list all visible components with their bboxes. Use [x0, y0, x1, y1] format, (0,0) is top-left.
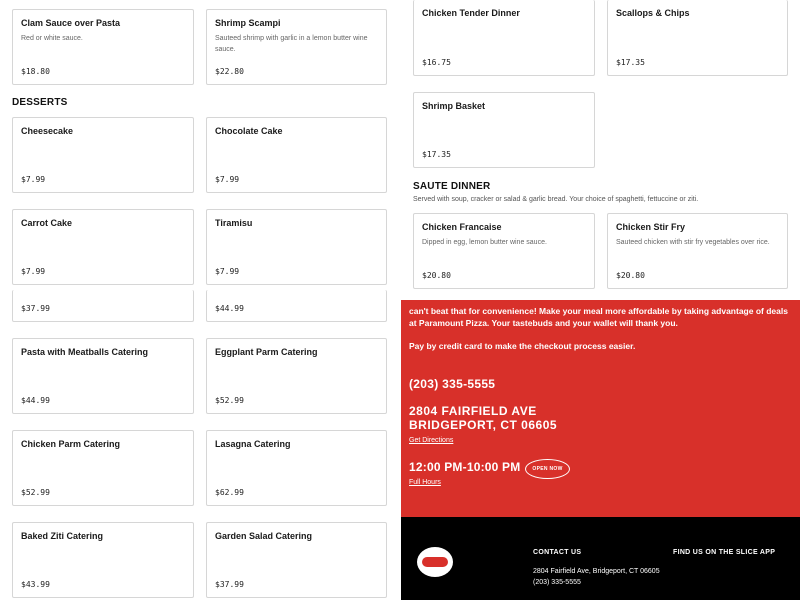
menu-item-name: Chicken Parm Catering: [21, 439, 121, 449]
menu-item-card[interactable]: [413, 0, 595, 76]
contact-heading: CONTACT US: [533, 549, 582, 556]
menu-item-card[interactable]: [206, 522, 387, 598]
menu-item-card[interactable]: [206, 209, 387, 285]
menu-item-card[interactable]: [206, 290, 387, 322]
menu-item-price: $7.99: [21, 175, 46, 184]
payment-info: Pay by credit card to make the checkout process easier.: [409, 341, 636, 351]
menu-item-card[interactable]: [206, 430, 387, 506]
menu-item-price: $62.99: [215, 488, 244, 497]
menu-item-card[interactable]: [12, 430, 194, 506]
menu-item-card[interactable]: [12, 290, 194, 322]
section-subtitle: Served with soup, cracker or salad & garlic bread. Your choice of spaghetti, fettuccine or ziti.: [413, 196, 699, 203]
menu-item-card[interactable]: [12, 9, 194, 85]
menu-item-card[interactable]: [12, 209, 194, 285]
menu-item-card[interactable]: [206, 9, 387, 85]
get-directions-link[interactable]: Get Directions: [409, 437, 454, 444]
menu-item-description: Sauteed chicken with stir fry vegetables over rice.: [616, 239, 770, 246]
full-hours-link[interactable]: Full Hours: [409, 479, 441, 486]
menu-item-card[interactable]: [413, 92, 595, 168]
restaurant-logo[interactable]: [417, 547, 453, 577]
menu-item-name: Chocolate Cake: [215, 126, 283, 136]
restaurant-info-panel: [401, 300, 800, 517]
menu-item-card[interactable]: [206, 117, 387, 193]
menu-item-card[interactable]: [12, 522, 194, 598]
menu-item-name: Chicken Stir Fry: [616, 222, 686, 232]
phone-number-link[interactable]: (203) 335-5555: [409, 377, 496, 391]
section-title-desserts: DESSERTS: [12, 97, 68, 108]
menu-item-price: $20.80: [422, 271, 451, 280]
menu-item-price: $52.99: [215, 396, 244, 405]
menu-item-price: $37.99: [21, 304, 50, 313]
footer-address: 2804 Fairfield Ave, Bridgeport, CT 06605: [533, 568, 660, 575]
info-paragraph: can't beat that for convenience! Make your meal more affordable by taking advantage of deals at Paramount Pizza. Your tastebuds and your wallet will thank you.: [409, 306, 788, 328]
menu-item-description: Sauteed shrimp with garlic in a lemon butter wine sauce.: [215, 35, 368, 53]
footer-phone[interactable]: (203) 335-5555: [533, 579, 581, 586]
menu-item-price: $37.99: [215, 580, 244, 589]
menu-item-card[interactable]: [12, 117, 194, 193]
menu-item-price: $44.99: [21, 396, 50, 405]
menu-item-name: Baked Ziti Catering: [21, 531, 104, 541]
address-line-2: BRIDGEPORT, CT 06605: [409, 418, 558, 432]
menu-item-card[interactable]: [413, 213, 595, 289]
menu-item-name: Tiramisu: [215, 218, 253, 228]
menu-item-price: $20.80: [616, 271, 645, 280]
address-line-1: 2804 FAIRFIELD AVE: [409, 404, 537, 418]
menu-item-name: Shrimp Scampi: [215, 18, 281, 28]
menu-item-name: Garden Salad Catering: [215, 531, 313, 541]
slice-app-heading: FIND US ON THE SLICE APP: [673, 549, 776, 556]
menu-item-price: $17.35: [616, 58, 645, 67]
menu-item-price: $52.99: [21, 488, 50, 497]
menu-item-name: Scallops & Chips: [616, 8, 690, 18]
menu-item-name: Lasagna Catering: [215, 439, 291, 449]
menu-item-price: $44.99: [215, 304, 244, 313]
hours-text: 12:00 PM-10:00 PM: [409, 460, 521, 474]
footer: [401, 517, 800, 600]
menu-item-card[interactable]: [206, 338, 387, 414]
menu-item-price: $18.80: [21, 67, 50, 76]
menu-item-name: Chicken Francaise: [422, 222, 502, 232]
menu-item-price: $7.99: [21, 267, 46, 276]
menu-item-price: $7.99: [215, 267, 240, 276]
menu-item-description: Dipped in egg, lemon butter wine sauce.: [422, 239, 547, 246]
menu-item-name: Eggplant Parm Catering: [215, 347, 318, 357]
menu-item-card[interactable]: [607, 213, 788, 289]
menu-item-description: Red or white sauce.: [21, 35, 83, 42]
menu-item-name: Shrimp Basket: [422, 101, 486, 111]
menu-item-price: $7.99: [215, 175, 240, 184]
menu-item-card[interactable]: [607, 0, 788, 76]
menu-item-price: $16.75: [422, 58, 451, 67]
menu-item-price: $22.80: [215, 67, 244, 76]
menu-item-name: Pasta with Meatballs Catering: [21, 347, 149, 357]
menu-item-price: $17.35: [422, 150, 451, 159]
menu-item-name: Carrot Cake: [21, 218, 73, 228]
open-now-badge: OPEN NOW: [525, 459, 570, 479]
section-title-saute-dinner: SAUTE DINNER: [413, 181, 491, 192]
menu-item-card[interactable]: [12, 338, 194, 414]
menu-item-name: Chicken Tender Dinner: [422, 8, 520, 18]
menu-item-name: Cheesecake: [21, 126, 74, 136]
menu-item-name: Clam Sauce over Pasta: [21, 18, 121, 28]
menu-item-price: $43.99: [21, 580, 50, 589]
